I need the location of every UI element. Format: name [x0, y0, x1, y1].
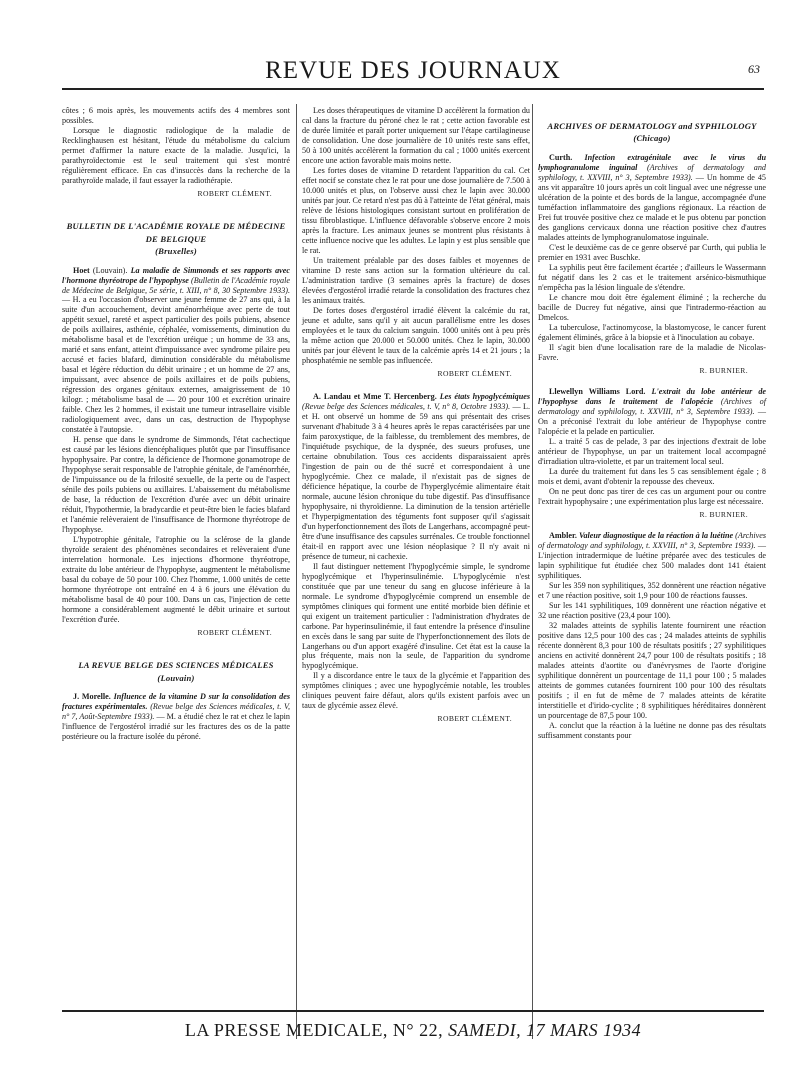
article-source: (Archives of dermatology and syphilology, t. XXVIII, n° 3, Septembre 1933).: [538, 530, 766, 550]
paragraph: H. pense que dans le syndrome de Simmonds, l'état cachectique est causé par les lésions diencéphaliques plutôt que par l'insuffisance hypophysaire. Par contre, la déficience de l'hormone gonamotrope de l'hypophyse serait responsable de l'atrophie génitale, de l'aménorrhée, de l'impuissance ou de la frilosité sexuelle, de la perte ou de l'aspect sénile des poils pubiens ou axillaires. L'abaissement du métabolisme de base, la réduction de l'excrétion d'urée avec un débit urinaire réduit, l'hypothermie, la bradycardie et peut-être bien le facies blafard et l'anémie relèveraient de l'insuffisance de l'hormone thyréotrope de l'hypophyse.: [62, 435, 290, 535]
article-text: — L'injection intradermique de luétine préparée avec des testicules de lapin syphilitique fut étudiée chez 500 malades dont 141 étaient syphilitiques.: [538, 540, 766, 580]
article: [62, 692, 290, 742]
article-text: — Un homme de 45 ans vit apparaître 10 jours après un coït lingual avec une négresse une ulcération de la pointe et des bords de la langue, accompagnée d'une tuméfaction inflammatoire des ganglions régionaux. La réaction de Frei fut trouvée positive chez ce malade et le pus obtenu par ponction des ganglions cervicaux donna une réaction positive chez d'autres malades atteints de lymphogranulomatose inguinale.: [538, 172, 766, 242]
column-divider: [296, 104, 297, 1039]
paragraph: Les fortes doses de vitamine D retardent l'apparition du cal. Cet effet nocif se constate chez le rat pour une dose journalière de 7.500 à 10.000 unités et plus, on l'observe aussi chez le lapin avec 30.000 unités par jour. Ce retard n'est pas dû à l'atteinte de l'état général, mais relève de lésions histologiques consistant surtout en prolifération de tissu fibroblastique. L'influence défavorable s'observe encore 2 mois après la fracture. Les animaux jeunes se montrent plus résistants à cette influence nocive que les adultes. Le lapin y est plus sensible que le rat.: [302, 165, 530, 255]
paragraph: Un traitement préalable par des doses faibles et moyennes de vitamine D reste sans action sur la formation ultérieure du cal. L'administration tardive (3 semaines après la fracture) de doses élevées d'ergostérol irradié retarde la consolidation des fractures chez les animaux traités.: [302, 255, 530, 305]
paragraph: A. conclut que la réaction à la luétine ne donne pas des résultats suffisamment constants pour: [538, 720, 766, 740]
article-title: Valeur diagnostique de la réaction à la luétine: [578, 530, 734, 540]
article-author: Curth.: [549, 152, 573, 162]
article-text: — H. a eu l'occasion d'observer une jeune femme de 27 ans qui, à la suite d'un accouchement, devint aménorrhéique avec perte de tout appétit sexuel, rareté et aspect particulier des poils pubiens, absence de poils axillaires, asthénie, céphalée, vomissements, diminution du métabolisme basal et de l'excrétion uréique ; un homme de 33 ans, marié et sans enfant, atteint d'impuissance avec syndrome pilaire peu accusé et facies blafard, diminution considérable du métabolisme basal et légère réduction du débit urinaire ; et un homme de 27 ans, impuissant, avec absence de poils axillaires et de poils pubiens, régression des organes génitaux externes, amaigrissement de 10 kilogr. ; métabolisme basal de — 20 pour 100 et excrétion urinaire faible. Chez les 2 hommes, il existait une tumeur intrasellaire visible radiologiquement avec, dans un cas, destruction de l'hypophyse constatée à l'autopsie.: [62, 295, 290, 435]
column-right: [538, 106, 766, 741]
article-title: Les états hypoglycémiques: [439, 391, 530, 401]
article-title: Infection extragénitale avec le virus du lymphogranulome inguinal: [538, 152, 767, 172]
paragraph: Le chancre mou doit être également éliminé ; la recherche du bacille de Ducrey fut négative, ainsi que l'intradermo-réaction au Dmelcos.: [538, 292, 766, 322]
paragraph: Sur les 359 non syphilitiques, 352 donnèrent une réaction négative et 7 une réaction positive, soit 1,9 pour 100 de réactions fausses.: [538, 580, 766, 600]
article-source: (Archives of dermatology and syphilology, t. XXVIII, n° 3, Septembre 1933).: [538, 396, 766, 416]
paragraph: La durée du traitement fut dans les 5 cas sensiblement égale ; 8 mois et demi, avant d'obtenir la repousse des cheveux.: [538, 466, 766, 486]
article-title: Influence de la vitamine D sur la consolidation des fractures expérimentales.: [62, 692, 291, 712]
section-title: ARCHIVES OF DERMATOLOGY and SYPHILOLOGY: [547, 121, 757, 131]
article: [538, 531, 766, 581]
paragraph: C'est le deuxième cas de ce genre observé par Curth, qui publia le premier en 1931 avec Buschke.: [538, 242, 766, 262]
article-source: (Revue belge des Sciences médicales, t. V, n° 8, Octobre 1933).: [302, 401, 513, 411]
paragraph: L'hypotrophie génitale, l'atrophie ou la sclérose de la glande thyroïde seraient des phénomènes secondaires et relèveraient d'une interrelation hormonale. Les injections d'hormone thyréotrope, extraite du lobe antérieur de l'hypophyse, augmentent le métabolisme basal du cobaye de 50 pour 100. Chez l'homme, 1.000 unités de cette hormone thyréotrope ont entraîné en 4 à 6 jours une élévation du métabolisme basal de 40 pour 100. Dans un cas, l'injection de cette hormone a considérablement augmenté le débit urinaire et surtout l'excrétion d'urée.: [62, 535, 290, 624]
header-rule: [62, 88, 764, 90]
author-signature: ROBERT CLÉMENT.: [437, 714, 512, 724]
article-text: — L. et H. ont observé un homme de 59 ans qui présentait des crises survenant d'habitude 3 à 4 heures après le repas caractérisées par une faim paroxystique, de la faiblesse, du tremblement des membres, de l'inquiétude psychique, de la dyspnée, des sueurs profuses, une certaine obnubilation. Tous ces accidents disparaissaient après l'ingestion de pain ou de thé sucré et correspondaient à une hypoglycémie. Chez ce malade, il n'existait pas de signes de déficience hépatique, la courbe de l'hyperglycémie alimentaire était normale, aucune lésion chronique du tube digestif. Pas d'insuffisance hypophysaire, ni thyroïdienne. La diminution de la tension artérielle et l'hyperpigmentation des téguments font supposer qu'il s'agissait d'un hyperfonctionnement des îlots de Langerhans, accompagné peut-être d'une insuffisance des capsules surrénales. Ce trouble fonctionnel était-il en rapport avec une lésion néoplasique ? Il n'y avait ni présence de tumeur, ni cachexie.: [302, 401, 530, 561]
footer-text: [62, 1020, 764, 1041]
page-footer: [62, 1010, 764, 1041]
article: [538, 153, 766, 243]
article: [62, 266, 290, 436]
section-city: (Bruxelles): [155, 246, 197, 257]
article-author: Hoet: [73, 265, 90, 275]
author-signature: ROBERT CLÉMENT.: [197, 188, 272, 198]
section-title: LA REVUE BELGE DES SCIENCES MÉDICALES: [78, 660, 274, 671]
author-signature: R. BURNIER.: [699, 509, 748, 519]
section-heading: [62, 220, 290, 257]
footer-rule: [62, 1010, 764, 1012]
section-city: (Chicago): [633, 133, 671, 144]
section-title: BULLETIN DE L'ACADÉMIE ROYALE DE MÉDECINE DE BELGIQUE: [66, 221, 286, 244]
column-left: [62, 106, 290, 742]
section-heading: [62, 659, 290, 684]
article: [302, 392, 530, 562]
paragraph: Il y a discordance entre le taux de la glycémie et l'apparition des symptômes cliniques ; avec une hypoglycémie notable, les troubles cliniques peuvent faire défaut, alors qu'ils existent parfois avec un taux de glycémie assez élevé.: [302, 671, 530, 711]
footer-date: SAMEDI, 17 MARS 1934: [448, 1020, 642, 1040]
paragraph: côtes ; 6 mois après, les mouvements actifs des 4 membres sont possibles.: [62, 106, 290, 125]
article: [538, 387, 766, 437]
paragraph: Sur les 141 syphilitiques, 109 donnèrent une réaction négative et 32 une réaction positive (23,4 pour 100).: [538, 600, 766, 620]
journal-section-title: REVUE DES JOURNAUX: [265, 57, 561, 84]
paragraph: La syphilis peut être facilement écartée ; d'ailleurs le Wassermann fut négatif dans les 2 cas et le traitement arsénico-bismuthique n'empêcha pas la lésion linguale de s'étendre.: [538, 262, 766, 292]
article-author: J. Morelle.: [73, 692, 111, 702]
article-title: La maladie de Simmonds et ses rapports avec l'hormone thyréotrope de l'hypophyse: [62, 265, 290, 285]
article-source: (Bulletin de l'Académie royale de Médecine de Belgique, 5e série, t. XIII, n° 8, 30 Septembre 1933).: [62, 275, 290, 295]
author-signature: ROBERT CLÉMENT.: [437, 368, 512, 378]
column-divider: [532, 104, 533, 1039]
page-header: [62, 52, 764, 92]
paragraph: L. a traité 5 cas de pelade, 3 par des injections d'extrait de lobe antérieur de l'hypophyse, un par un traitement local accompagné d'irradiation ultra-violette, et par un traitement local seul.: [538, 436, 766, 466]
article-text: — M. a étudié chez le rat et chez le lapin l'influence de l'ergostérol irradié sur les fractures des os de la patte postérieure ou la fracture isolée du péroné.: [62, 712, 290, 742]
article-author: A. Landau et Mme T. Hercenberg.: [313, 391, 437, 401]
paragraph: De fortes doses d'ergostérol irradié élèvent la calcémie du rat, jeune et adulte, sans qu'il y ait aucun parallélisme entre les doses employées et le taux du calcium sanguin. 1000 unités ont à peu près la même action que 20.000 et 50.000 unités. Chez le lapin, 30.000 unités par jour élèvent le taux de la calcémie après 14 et 21 jours ; la phosphatémie ne semble pas influencée.: [302, 305, 530, 365]
article-author-place: (Louvain).: [89, 265, 131, 275]
article-title: L'extrait du lobe antérieur de l'hypophyse dans le traitement de l'alopécie: [538, 386, 766, 406]
author-signature: ROBERT CLÉMENT.: [197, 627, 272, 637]
section-city: (Louvain): [157, 672, 195, 683]
paragraph: Il s'agit bien d'une localisation rare de la maladie de Nicolas-Favre.: [538, 342, 766, 362]
paragraph: Les doses thérapeutiques de vitamine D accélèrent la formation du cal dans la fracture du péroné chez le rat ; cette action favorable est de durée limitée et paraît porter uniquement sur l'étape cartilagineuse de consolidation. Une dose journalière de 10 unités reste sans effet, 50 à 100 unités accélèrent la formation du cal ; 1000 unités exercent encore une action favorable mais moins nette.: [302, 106, 530, 165]
page-number: 63: [748, 62, 760, 76]
paragraph: Lorsque le diagnostic radiologique de la maladie de Recklinghausen est hésitant, l'étude du métabolisme du calcium permet d'affirmer la nature exacte de la maladie. Jusqu'ici, la parathyroïdectomie est le seul traitement qui s'est montré régulièrement efficace. En cas d'insuccès dans la recherche de la parathyroïde malade, il faut essayer la radiothérapie.: [62, 125, 290, 185]
paragraph: La tuberculose, l'actinomycose, la blastomycose, le cancer furent également éliminés, grâce à la biopsie et à l'inoculation au cobaye.: [538, 322, 766, 342]
article-author: Llewellyn Williams Lord.: [549, 386, 646, 396]
column-middle: [302, 106, 530, 734]
article-author: Ambler.: [549, 530, 577, 540]
article-source: (Archives of dermatology and syphilology, t. XXVIII, n° 3, Septembre 1933).: [538, 162, 766, 182]
footer-journal: LA PRESSE MEDICALE, N° 22,: [184, 1020, 444, 1040]
paragraph: Il faut distinguer nettement l'hypoglycémie simple, le syndrome hypoglycémique et l'hyperinsulinémie. L'hypoglycémie n'est constituée que par une teneur du sang en glucose inférieure à la normale. Le syndrome d'hypoglycémie comprend un ensemble de symptômes cliniques qui forment une entité morbide bien définie et qui exigent un traitement particulier : l'administration d'hydrates de carbone. Par hyperinsulinémie, il faut entendre la présence d'insuline en excès dans le sang par suite de l'hyperfonctionnement des îlots de Langerhans ou d'un apport exagéré d'insuline. Cet état est la cause la plus fréquente, mais non la seule, de l'apparition du syndrome hypoglycémique.: [302, 561, 530, 671]
section-heading: [538, 120, 766, 145]
author-signature: R. BURNIER.: [699, 365, 748, 375]
article-source: (Revue belge des Sciences médicales, t. V, n° 7, Août-Septembre 1933).: [62, 702, 290, 722]
paragraph: 32 malades atteints de syphilis latente fournirent une réaction positive dans 12,5 pour 100 des cas ; 24 malades atteints de syphilis récente donnèrent 8,3 pour 100 de résultats positifs ; 27 syphilitiques anciens en activité donnèrent 24,7 pour 100 de résultats positifs ; 18 malades atteints d'aortite ou d'anévrysmes de l'aorte d'origine syphilitique donnèrent un pourcentage de 11,1 pour 100 ; 5 malades atteints de gommes cutanées fournirent 100 pour 100 des résultats positifs ; il en fut de même de 7 malades atteints de kératite interstitielle et d'irido-cyclite ; 8 syphilitiques héréditaires donnèrent un pourcentage de 87,5 pour 100.: [538, 620, 766, 720]
paragraph: On ne peut donc pas tirer de ces cas un argument pour ou contre l'extrait hypophysaire ; une expérimentation plus large est nécessaire.: [538, 486, 766, 506]
article-text: — On a préconisé l'extrait du lobe antérieur de l'hypophyse contre l'alopécie et la pelade en particulier.: [538, 406, 766, 436]
